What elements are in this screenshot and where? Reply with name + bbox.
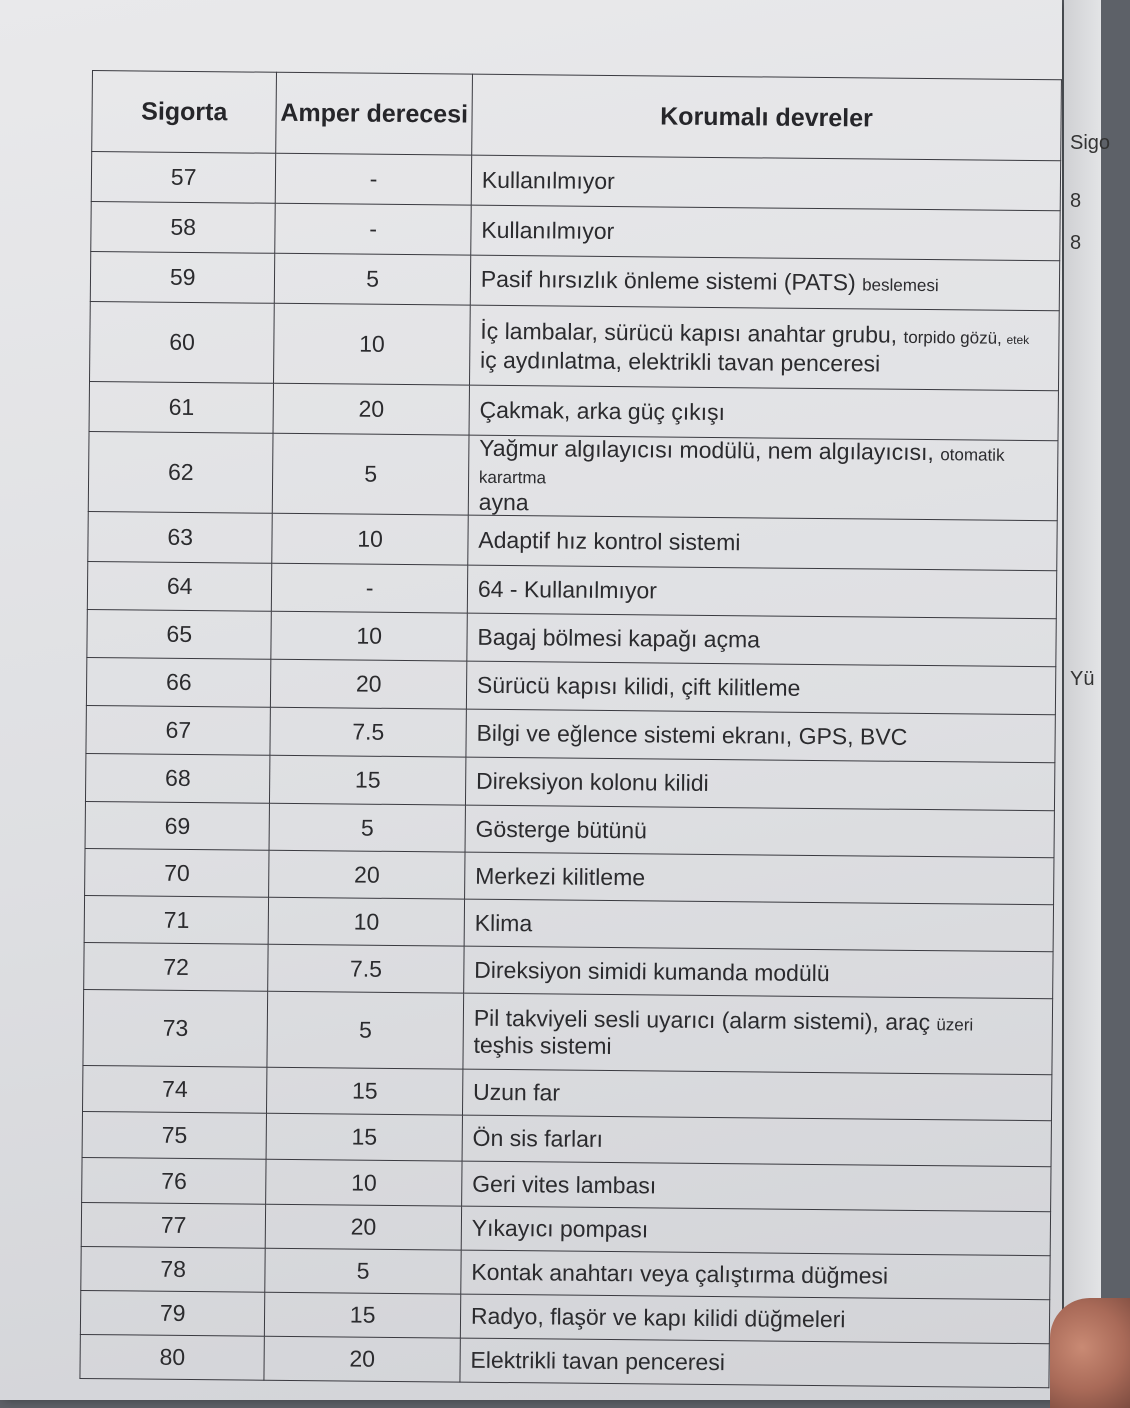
fuse-number: 68 [85, 753, 270, 803]
edge-text: 8 [1070, 190, 1082, 212]
circuit-text: Direksiyon simidi kumanda modülü [474, 956, 830, 986]
circuit-text: Yıkayıcı pompası [471, 1214, 649, 1243]
protected-circuit [462, 1069, 1052, 1121]
protected-circuit [468, 435, 1058, 521]
table-row [88, 511, 1057, 570]
edge-text: Yü [1070, 668, 1095, 690]
fuse-table-wrapper [79, 70, 1062, 1388]
circuit-text-line2: ayna [478, 488, 529, 516]
circuit-text: Pil takviyeli sesli uyarıcı (alarm sistemi), araç [473, 1004, 937, 1035]
table-row [83, 989, 1053, 1074]
protected-circuit [469, 305, 1059, 391]
circuit-text: Ön sis farları [472, 1124, 604, 1152]
circuit-text-small: torpido gözü, [903, 327, 1007, 348]
table-row [90, 301, 1060, 390]
circuit-text: Kontak anahtarı veya çalıştırma düğmesi [471, 1258, 889, 1289]
fuse-number: 77 [81, 1202, 266, 1248]
amp-rating: 5 [273, 433, 469, 515]
protected-circuit [461, 1206, 1051, 1256]
amp-rating: 20 [266, 1204, 462, 1250]
adjacent-page-edge [1064, 0, 1111, 1400]
protected-circuit [461, 1250, 1051, 1300]
circuit-text: Bagaj bölmesi kapağı açma [477, 623, 761, 653]
circuit-text: Kullanılmıyor [481, 216, 615, 245]
table-row [91, 152, 1060, 211]
circuit-text-line2: iç aydınlatma, elektrikli tavan penceresi [479, 346, 881, 377]
fuse-number: 59 [90, 251, 275, 303]
circuit-text-tiny: etek [1006, 332, 1030, 347]
circuit-text: Bilgi ve eğlence sistemi ekranı, GPS, BVC [476, 719, 908, 750]
amp-rating: 5 [265, 1248, 461, 1294]
fuse-number: 75 [82, 1111, 267, 1159]
fuse-number: 62 [88, 431, 273, 513]
fuse-number: 66 [86, 657, 271, 707]
table-row [80, 1334, 1049, 1387]
fuse-number: 79 [80, 1290, 265, 1336]
circuit-text: Uzun far [472, 1078, 561, 1106]
fuse-number: 70 [85, 848, 270, 897]
fuse-number: 63 [88, 511, 273, 563]
circuit-text: Direksiyon kolonu kilidi [475, 767, 709, 796]
protected-circuit [471, 205, 1061, 261]
table-body [80, 152, 1061, 1388]
protected-circuit [471, 155, 1061, 211]
header-circuits: Korumalı devreler [472, 74, 1062, 161]
amp-rating: 20 [271, 659, 467, 709]
thumb [1050, 1298, 1130, 1408]
fuse-number: 80 [80, 1334, 265, 1380]
protected-circuit [464, 946, 1054, 999]
circuit-text: Sürücü kapısı kilidi, çift kilitleme [476, 671, 801, 701]
amp-rating: 15 [265, 1292, 461, 1338]
amp-rating: 15 [267, 1067, 463, 1115]
circuit-text-line2: teşhis sistemi [473, 1031, 612, 1059]
table-row [88, 431, 1058, 520]
circuit-text: Çakmak, arka güç çıkışı [479, 396, 726, 426]
amp-rating: 5 [275, 253, 471, 305]
protected-circuit [470, 255, 1060, 311]
circuit-text: Elektrikli tavan penceresi [470, 1346, 726, 1376]
fuse-number: 71 [84, 895, 269, 944]
amp-rating: 5 [267, 991, 463, 1069]
circuit-text: Kullanılmıyor [481, 166, 615, 195]
circuit-text: Merkezi kilitleme [475, 862, 646, 890]
amp-rating: 15 [270, 755, 466, 805]
fuse-number: 76 [82, 1157, 267, 1204]
edge-text: Sigo [1070, 132, 1111, 154]
circuit-text: İç lambalar, sürücü kapısı anahtar grubu, [480, 317, 904, 348]
header-amp: Amper derecesi [276, 72, 472, 155]
protected-circuit [463, 993, 1053, 1075]
fuse-number: 57 [91, 152, 276, 204]
circuit-text-small: beslemesi [862, 275, 939, 296]
circuit-text: Gösterge bütünü [475, 815, 648, 843]
fuse-number: 60 [90, 301, 275, 383]
protected-circuit [468, 515, 1058, 571]
protected-circuit [464, 852, 1054, 905]
amp-rating: 20 [269, 850, 465, 899]
edge-text: 8 [1070, 232, 1082, 254]
amp-rating: 5 [269, 803, 465, 852]
circuit-text: Yağmur algılayıcısı modülü, nem algılayıcısı, [479, 434, 941, 466]
table-header-row [92, 71, 1062, 161]
fuse-number: 72 [84, 942, 269, 991]
protected-circuit [460, 1338, 1050, 1388]
amp-rating: - [272, 563, 468, 613]
protected-circuit [462, 1115, 1052, 1167]
circuit-text: Radyo, flaşör ve kapı kilidi düğmeleri [470, 1302, 846, 1333]
circuit-text: Pasif hırsızlık önleme sistemi (PATS) [480, 265, 863, 296]
fuse-number: 58 [91, 201, 276, 253]
amp-rating: 20 [273, 383, 469, 435]
protected-circuit [465, 805, 1055, 858]
amp-rating: 20 [264, 1336, 460, 1382]
header-fuse: Sigorta [92, 71, 277, 154]
fuse-table [79, 70, 1062, 1388]
amp-rating: - [275, 203, 471, 255]
amp-rating: 15 [266, 1113, 462, 1161]
protected-circuit [469, 385, 1059, 441]
amp-rating: 10 [271, 611, 467, 661]
circuit-text: Adaptif hız kontrol sistemi [478, 526, 741, 556]
protected-circuit [465, 757, 1055, 811]
protected-circuit [466, 709, 1056, 763]
fuse-number: 64 [87, 561, 272, 611]
protected-circuit [466, 661, 1056, 715]
fuse-number: 74 [83, 1065, 268, 1113]
circuit-text: 64 - Kullanılmıyor [477, 575, 657, 604]
amp-rating: 10 [266, 1159, 462, 1206]
fuse-number: 73 [83, 989, 268, 1067]
circuit-text: Geri vites lambası [472, 1170, 657, 1198]
amp-rating: 10 [272, 513, 468, 565]
amp-rating: 10 [268, 897, 464, 946]
fuse-number: 65 [87, 609, 272, 659]
protected-circuit [460, 1294, 1050, 1344]
circuit-text-small: üzeri [936, 1014, 974, 1035]
protected-circuit [467, 565, 1057, 619]
protected-circuit [467, 613, 1057, 667]
amp-rating: - [276, 153, 472, 205]
amp-rating: 7.5 [270, 707, 466, 757]
fuse-number: 67 [86, 705, 271, 755]
fuse-number: 69 [85, 801, 270, 850]
protected-circuit [464, 899, 1054, 952]
circuit-text: Klima [474, 909, 533, 936]
protected-circuit [461, 1161, 1051, 1212]
table-row [91, 201, 1060, 260]
fuse-number: 78 [81, 1246, 266, 1292]
circuit-text-small: otomatik karartma [478, 445, 1005, 488]
amp-rating: 10 [274, 303, 470, 385]
fuse-number: 61 [89, 381, 274, 433]
amp-rating: 7.5 [268, 944, 464, 993]
